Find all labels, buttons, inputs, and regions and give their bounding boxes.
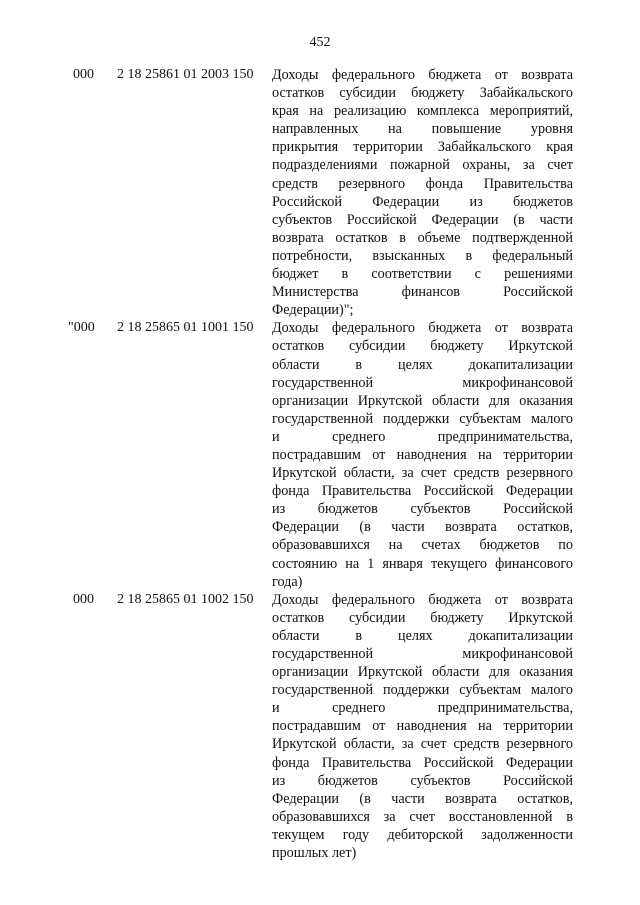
description-line: образовавшихся на счетах бюджетов по [272, 537, 573, 554]
income-description [272, 319, 573, 590]
description-line: фонда Правительства Российской Федерации [272, 483, 573, 500]
description-line: и среднего предпринимательства, [272, 700, 573, 717]
description-line: и среднего предпринимательства, [272, 428, 573, 445]
budget-code-list [0, 66, 640, 862]
admin-code: 000 [73, 591, 94, 607]
description-line: прикрытия территории Забайкальского края [272, 139, 573, 156]
description-line: края на реализацию комплекса мероприятий, [272, 103, 573, 120]
description-line: субъектов Российской Федерации (в части [272, 211, 573, 228]
description-line: остатков субсидии бюджету Иркутской [272, 609, 573, 626]
description-line: государственной поддержки субъектам малого [272, 410, 573, 427]
page-number: 452 [309, 35, 331, 50]
admin-code: "000 [68, 320, 95, 336]
description-line: направленных на повышение уровня [272, 121, 573, 138]
income-code: 2 18 25861 01 2003 150 [117, 67, 254, 82]
description-line: Федерации)"; [272, 302, 354, 319]
description-line: фонда Правительства Российской Федерации [272, 754, 573, 771]
description-line: Российской Федерации из бюджетов [272, 193, 573, 210]
description-line: Министерства финансов Российской [272, 284, 573, 301]
description-line: Доходы федерального бюджета от возврата [272, 67, 573, 83]
description-line: организации Иркутской области для оказания [272, 392, 573, 409]
income-code: 2 18 25865 01 1001 150 [117, 320, 254, 336]
description-line: из бюджетов субъектов Российской [272, 501, 573, 518]
description-line: Федерации (в части возврата остатков, [272, 790, 573, 807]
description-line: из бюджетов субъектов Российской [272, 772, 573, 789]
description-line: Иркутской области, за счет средств резервного [272, 736, 573, 753]
description-line: государственной микрофинансовой [272, 374, 573, 391]
description-line: года) [272, 573, 303, 590]
description-line: возврата остатков в объеме подтвержденной [272, 229, 573, 246]
list-item [0, 591, 640, 862]
description-line: состоянию на 1 января текущего финансового [272, 555, 573, 572]
description-line: прошлых лет) [272, 845, 357, 862]
description-line: текущем году дебиторской задолженности [272, 826, 573, 843]
description-line: Иркутской области, за счет средств резервного [272, 465, 573, 482]
income-description [272, 591, 573, 862]
description-line: образовавшихся за счет восстановленной в [272, 808, 573, 825]
description-line: пострадавшим от наводнения на территории [272, 446, 573, 463]
description-line: средств резервного фонда Правительства [272, 175, 573, 192]
income-code: 2 18 25865 01 1002 150 [117, 591, 254, 607]
description-line: государственной поддержки субъектам малого [272, 682, 573, 699]
income-description [272, 66, 573, 319]
description-line: Федерации (в части возврата остатков, [272, 519, 573, 536]
description-line: Доходы федерального бюджета от возврата [272, 591, 573, 608]
description-line: потребности, взысканных в федеральный [272, 247, 573, 264]
description-line: остатков субсидии бюджету Забайкальского [272, 85, 573, 102]
description-line: области в целях докапитализации [272, 627, 573, 644]
list-item [0, 66, 640, 319]
description-line: организации Иркутской области для оказания [272, 664, 573, 681]
description-line: подразделениями пожарной охраны, за счет [272, 157, 573, 174]
admin-code: 000 [73, 67, 94, 82]
description-line: Доходы федерального бюджета от возврата [272, 320, 573, 337]
description-line: государственной микрофинансовой [272, 646, 573, 662]
list-item [0, 319, 640, 590]
description-line: пострадавшим от наводнения на территории [272, 718, 573, 735]
description-line: бюджет в соответствии с решениями [272, 266, 573, 283]
description-line: остатков субсидии бюджету Иркутской [272, 338, 573, 355]
description-line: области в целях докапитализации [272, 356, 573, 373]
